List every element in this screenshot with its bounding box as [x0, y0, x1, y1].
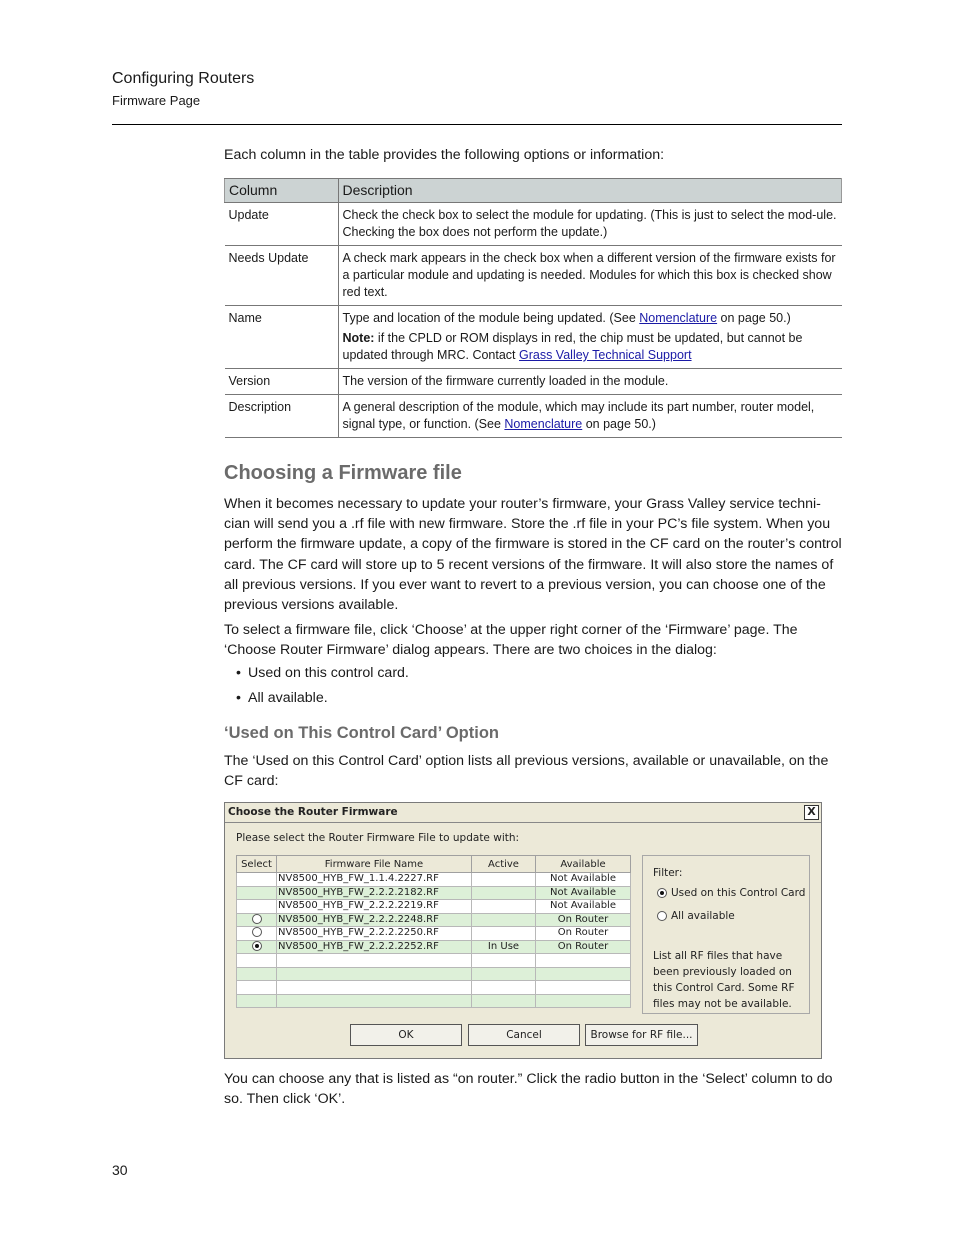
desc-text-end: on page 50.) [717, 311, 791, 325]
table-cell-description: A check mark appears in the check box when a different version of the firmware exists for a particular module and updating is needed. Modules for which this box is checked show red text. [338, 246, 842, 306]
grid-cell-active [472, 994, 536, 1008]
grid-cell-name [277, 981, 472, 995]
grid-cell-name: NV8500_HYB_FW_2.2.2.2248.RF [277, 913, 472, 927]
grid-cell-name: NV8500_HYB_FW_2.2.2.2182.RF [277, 886, 472, 900]
grid-header-row [237, 856, 631, 873]
table-cell-description [338, 395, 842, 438]
grid-cell-name [277, 967, 472, 981]
grid-cell-active [472, 900, 536, 914]
desc-text: Type and location of the module being updated. (See [342, 311, 640, 325]
grid-header-name[interactable]: Firmware File Name [277, 856, 472, 873]
grid-cell-available: On Router [536, 927, 631, 941]
dialog-title: Choose the Router Firmware [228, 806, 398, 818]
cancel-button[interactable]: Cancel [468, 1024, 580, 1046]
grid-row[interactable] [237, 913, 631, 927]
note-label: Note: [342, 331, 375, 345]
table-cell-column: Update [225, 203, 339, 246]
grid-cell-select[interactable] [237, 967, 277, 981]
radio-selected-icon[interactable] [657, 888, 667, 898]
table-header-description: Description [338, 179, 842, 203]
paragraph-select-file: To select a firmware file, click ‘Choose’ at the upper right corner of the ‘Firmware’ page. The ‘Choose Router Firmware’ dialog appears. There are two choices in the dialog: [224, 622, 798, 659]
choose-firmware-dialog [224, 802, 822, 1059]
filter-option-label: All available [671, 910, 735, 922]
table-row [225, 246, 842, 306]
grid-cell-active [472, 967, 536, 981]
header-rule [112, 124, 842, 125]
grid-cell-available: On Router [536, 913, 631, 927]
grid-cell-active [472, 927, 536, 941]
grid-row[interactable] [237, 994, 631, 1008]
grid-cell-available: Not Available [536, 886, 631, 900]
grid-cell-available: Not Available [536, 900, 631, 914]
grid-row[interactable] [237, 886, 631, 900]
grid-cell-active [472, 913, 536, 927]
bullet-item [236, 665, 409, 681]
grid-cell-select[interactable] [237, 981, 277, 995]
grid-cell-name: NV8500_HYB_FW_2.2.2.2219.RF [277, 900, 472, 914]
grid-cell-name: NV8500_HYB_FW_2.2.2.2250.RF [277, 927, 472, 941]
grid-cell-active [472, 886, 536, 900]
paragraph-option: The ‘Used on this Control Card’ option lists all previous versions, available or unavailable, on the CF card: [224, 753, 829, 790]
grid-cell-available [536, 967, 631, 981]
columns-table [224, 178, 842, 438]
table-header-row [225, 179, 842, 203]
grid-row[interactable] [237, 900, 631, 914]
desc-text-end: on page 50.) [582, 417, 656, 431]
page-number: 30 [112, 1162, 128, 1178]
grid-cell-name: NV8500_HYB_FW_1.1.4.2227.RF [277, 873, 472, 887]
table-row [225, 203, 842, 246]
close-icon[interactable]: X [804, 805, 819, 820]
grid-cell-name: NV8500_HYB_FW_2.2.2.2252.RF [277, 940, 472, 954]
grid-header-active[interactable]: Active [472, 856, 536, 873]
filter-option-all[interactable] [657, 910, 735, 922]
table-header-column: Column [225, 179, 339, 203]
grid-row[interactable] [237, 954, 631, 968]
filter-panel [642, 855, 810, 1014]
grid-row[interactable] [237, 927, 631, 941]
grid-cell-available: On Router [536, 940, 631, 954]
paragraph-firmware-update: When it becomes necessary to update your router’s firmware, your Grass Valley service techni-cian will send you a .rf file with new firmware. Store the .rf file in your PC’s file system. When you perform the firmware update, a copy of the firmware is stored in the CF card on the router’s control card. The CF card will store up to 5 recent versions of the firmware. It will also store the names of all previous versions. If you ever want to revert to a previous version, you can choose one of the previous versions available. [224, 496, 842, 614]
table-cell-description: The version of the firmware currently loaded in the module. [338, 369, 842, 395]
dialog-prompt: Please select the Router Firmware File to update with: [236, 832, 520, 844]
ok-button[interactable]: OK [350, 1024, 462, 1046]
grid-cell-select[interactable] [237, 913, 277, 927]
grid-cell-available [536, 994, 631, 1008]
dialog-title-bar [225, 803, 821, 823]
table-row [225, 369, 842, 395]
grid-cell-active [472, 954, 536, 968]
note-text: if the CPLD or ROM displays in red, the chip must be updated, but cannot be updated through MRC. Contact [342, 331, 803, 362]
technical-support-link[interactable]: Grass Valley Technical Support [519, 348, 692, 362]
bullet-text: All available. [248, 690, 328, 706]
table-cell-column: Version [225, 369, 339, 395]
table-cell-column: Name [225, 306, 339, 369]
filter-option-label: Used on this Control Card [671, 887, 806, 899]
running-header-subtitle: Firmware Page [112, 93, 201, 108]
grid-cell-name [277, 954, 472, 968]
grid-cell-select[interactable] [237, 927, 277, 941]
grid-cell-name [277, 994, 472, 1008]
bullet-dot: • [236, 665, 241, 681]
running-header-title: Configuring Routers [112, 70, 255, 87]
grid-cell-available [536, 954, 631, 968]
grid-cell-active [472, 873, 536, 887]
grid-cell-select[interactable] [237, 994, 277, 1008]
nomenclature-link[interactable]: Nomenclature [504, 417, 583, 431]
desc-text: A general description of the module, which may include its part number, router model, signal type, or function. (See [342, 400, 815, 431]
subsection-heading: ‘Used on This Control Card’ Option [224, 724, 499, 742]
intro-paragraph: Each column in the table provides the following options or information: [224, 147, 665, 163]
radio-unselected-icon[interactable] [252, 927, 262, 937]
grid-row[interactable] [237, 940, 631, 954]
filter-hint: List all RF files that have been previously loaded on this Control Card. Some RF files may not be available. [653, 950, 795, 1010]
paragraph-instructions: You can choose any that is listed as “on router.” Click the radio button in the ‘Select’ column to do so. Then click ‘OK’. [224, 1071, 833, 1108]
grid-header-select[interactable]: Select [237, 856, 277, 873]
nomenclature-link[interactable]: Nomenclature [639, 311, 718, 325]
bullet-text: Used on this control card. [248, 665, 409, 681]
bullet-item [236, 690, 328, 706]
table-cell-column: Needs Update [225, 246, 339, 306]
table-row [225, 306, 842, 369]
grid-row[interactable] [237, 981, 631, 995]
grid-cell-select[interactable] [237, 873, 277, 887]
radio-unselected-icon[interactable] [657, 911, 667, 921]
grid-cell-active [472, 981, 536, 995]
radio-selected-icon[interactable] [252, 941, 262, 951]
grid-cell-available [536, 981, 631, 995]
grid-cell-select[interactable] [237, 940, 277, 954]
grid-cell-active: In Use [472, 940, 536, 954]
filter-option-used[interactable] [657, 887, 805, 899]
table-cell-column: Description [225, 395, 339, 438]
radio-unselected-icon[interactable] [252, 914, 262, 924]
grid-header-available[interactable]: Available [536, 856, 631, 873]
grid-cell-select[interactable] [237, 954, 277, 968]
table-cell-description [338, 306, 842, 369]
bullet-dot: • [236, 690, 241, 706]
table-cell-description: Check the check box to select the module for updating. (This is just to select the mod-ule. Checking the box does not perform the update.) [338, 203, 842, 246]
firmware-file-grid [236, 855, 631, 1008]
table-row [225, 395, 842, 438]
grid-cell-select[interactable] [237, 900, 277, 914]
grid-row[interactable] [237, 967, 631, 981]
browse-button[interactable]: Browse for RF file... [585, 1024, 698, 1046]
grid-cell-available: Not Available [536, 873, 631, 887]
grid-cell-select[interactable] [237, 886, 277, 900]
filter-label: Filter: [653, 867, 683, 879]
grid-row[interactable] [237, 873, 631, 887]
section-heading: Choosing a Firmware file [224, 462, 462, 484]
